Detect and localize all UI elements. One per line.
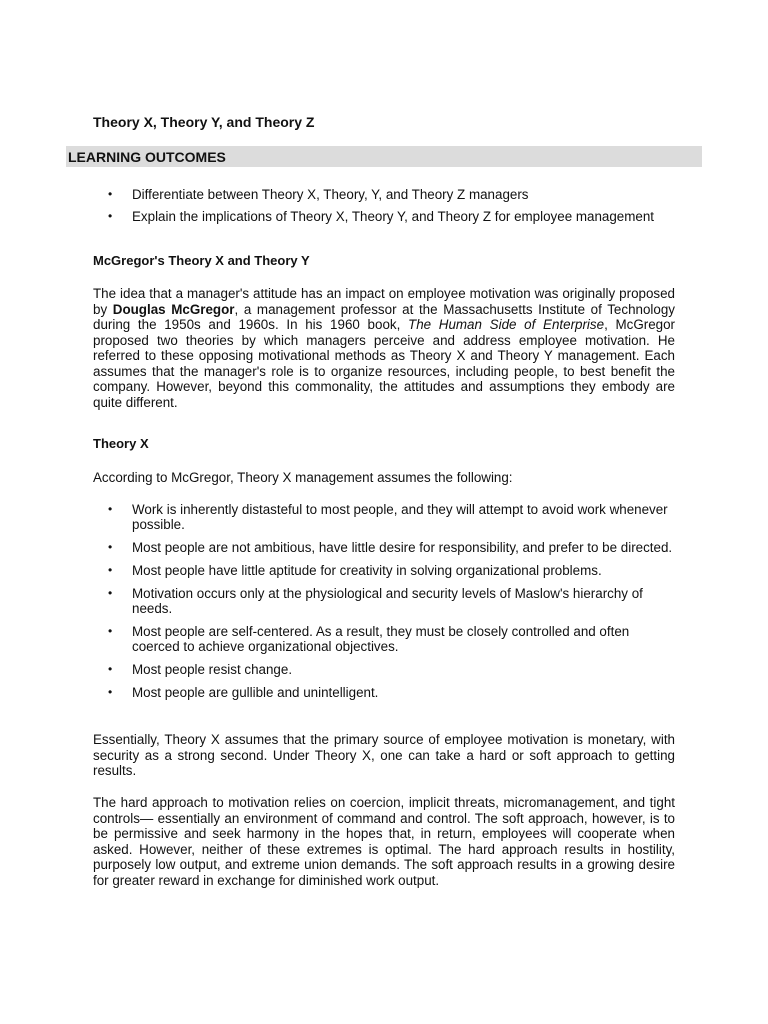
bullet-icon: • bbox=[108, 563, 113, 577]
bullet-icon: • bbox=[108, 502, 113, 516]
bullet-icon: • bbox=[108, 624, 113, 638]
bullet-icon: • bbox=[108, 540, 113, 554]
learning-outcomes-heading: LEARNING OUTCOMES bbox=[68, 149, 226, 165]
list-item bbox=[108, 209, 676, 224]
list-item bbox=[108, 586, 676, 616]
bullet-icon: • bbox=[108, 662, 113, 676]
list-item-text: Work is inherently distasteful to most people, and they will attempt to avoid work whenever possible. bbox=[132, 502, 668, 532]
list-item-text: Most people are not ambitious, have little desire for responsibility, and prefer to be directed. bbox=[132, 540, 673, 555]
list-item bbox=[108, 563, 676, 578]
theory-x-heading: Theory X bbox=[93, 436, 149, 451]
theory-x-summary-paragraph: Essentially, Theory X assumes that the primary source of employee motivation is monetary, with security as a strong second. Under Theory X, one can take a hard or soft approach to getting results. bbox=[93, 732, 675, 778]
list-item bbox=[108, 685, 676, 700]
list-item bbox=[108, 624, 676, 654]
bullet-icon: • bbox=[108, 685, 113, 699]
list-item bbox=[108, 540, 676, 555]
document-title: Theory X, Theory Y, and Theory Z bbox=[93, 114, 315, 130]
list-item-text: Motivation occurs only at the physiological and security levels of Maslow's hierarchy of needs. bbox=[132, 586, 643, 616]
paragraph-text: , McGregor proposed two theories by which managers perceive and address employee motivation. He referred to these opposing motivational methods as Theory X and Theory Y management. Each assumes that the manager's role is to organize resources, including people, to best benefit the company. However, beyond this commonality, the attitudes and assumptions they embody are quite different. bbox=[93, 317, 676, 410]
list-item bbox=[108, 187, 676, 202]
list-item-text: Most people have little aptitude for creativity in solving organizational problems. bbox=[132, 563, 602, 578]
bullet-icon: • bbox=[108, 586, 113, 600]
mcgregor-heading: McGregor's Theory X and Theory Y bbox=[93, 253, 310, 268]
list-item-text: Most people are gullible and unintelligent. bbox=[132, 685, 379, 700]
bullet-icon: • bbox=[108, 187, 113, 201]
list-item-text: Differentiate between Theory X, Theory, Y, and Theory Z managers bbox=[132, 187, 529, 202]
theory-x-intro: According to McGregor, Theory X management assumes the following: bbox=[93, 470, 513, 485]
list-item bbox=[108, 662, 676, 677]
learning-outcomes-list bbox=[108, 187, 676, 231]
bullet-icon: • bbox=[108, 209, 113, 223]
author-name: Douglas McGregor bbox=[112, 301, 235, 317]
book-title: The Human Side of Enterprise bbox=[408, 317, 605, 332]
paragraph-text: The idea that a manager's attitude has an impact on employee motivation was originally proposed by bbox=[93, 286, 675, 317]
mcgregor-paragraph bbox=[93, 286, 675, 410]
learning-outcomes-bar bbox=[66, 146, 702, 167]
list-item bbox=[108, 502, 676, 532]
approach-paragraph: The hard approach to motivation relies on coercion, implicit threats, micromanagement, and tight controls— essentially an environment of command and control. The soft approach, however, is to be permissive and seek harmony in the hopes that, in return, employees will cooperate when asked. However, neither of these extremes is optimal. The hard approach results in hostility, purposely low output, and extreme union demands. The soft approach results in a growing desire for greater reward in exchange for diminished work output. bbox=[93, 795, 675, 888]
paragraph-text: , a management professor at the Massachusetts Institute of Technology during the 1950s and 1960s. In his 1960 book, bbox=[93, 301, 675, 332]
list-item-text: Most people resist change. bbox=[132, 662, 293, 677]
theory-x-assumptions-list bbox=[108, 502, 676, 708]
list-item-text: Most people are self-centered. As a result, they must be closely controlled and often coerced to achieve organizational objectives. bbox=[132, 624, 630, 654]
list-item-text: Explain the implications of Theory X, Theory Y, and Theory Z for employee management bbox=[132, 209, 655, 224]
